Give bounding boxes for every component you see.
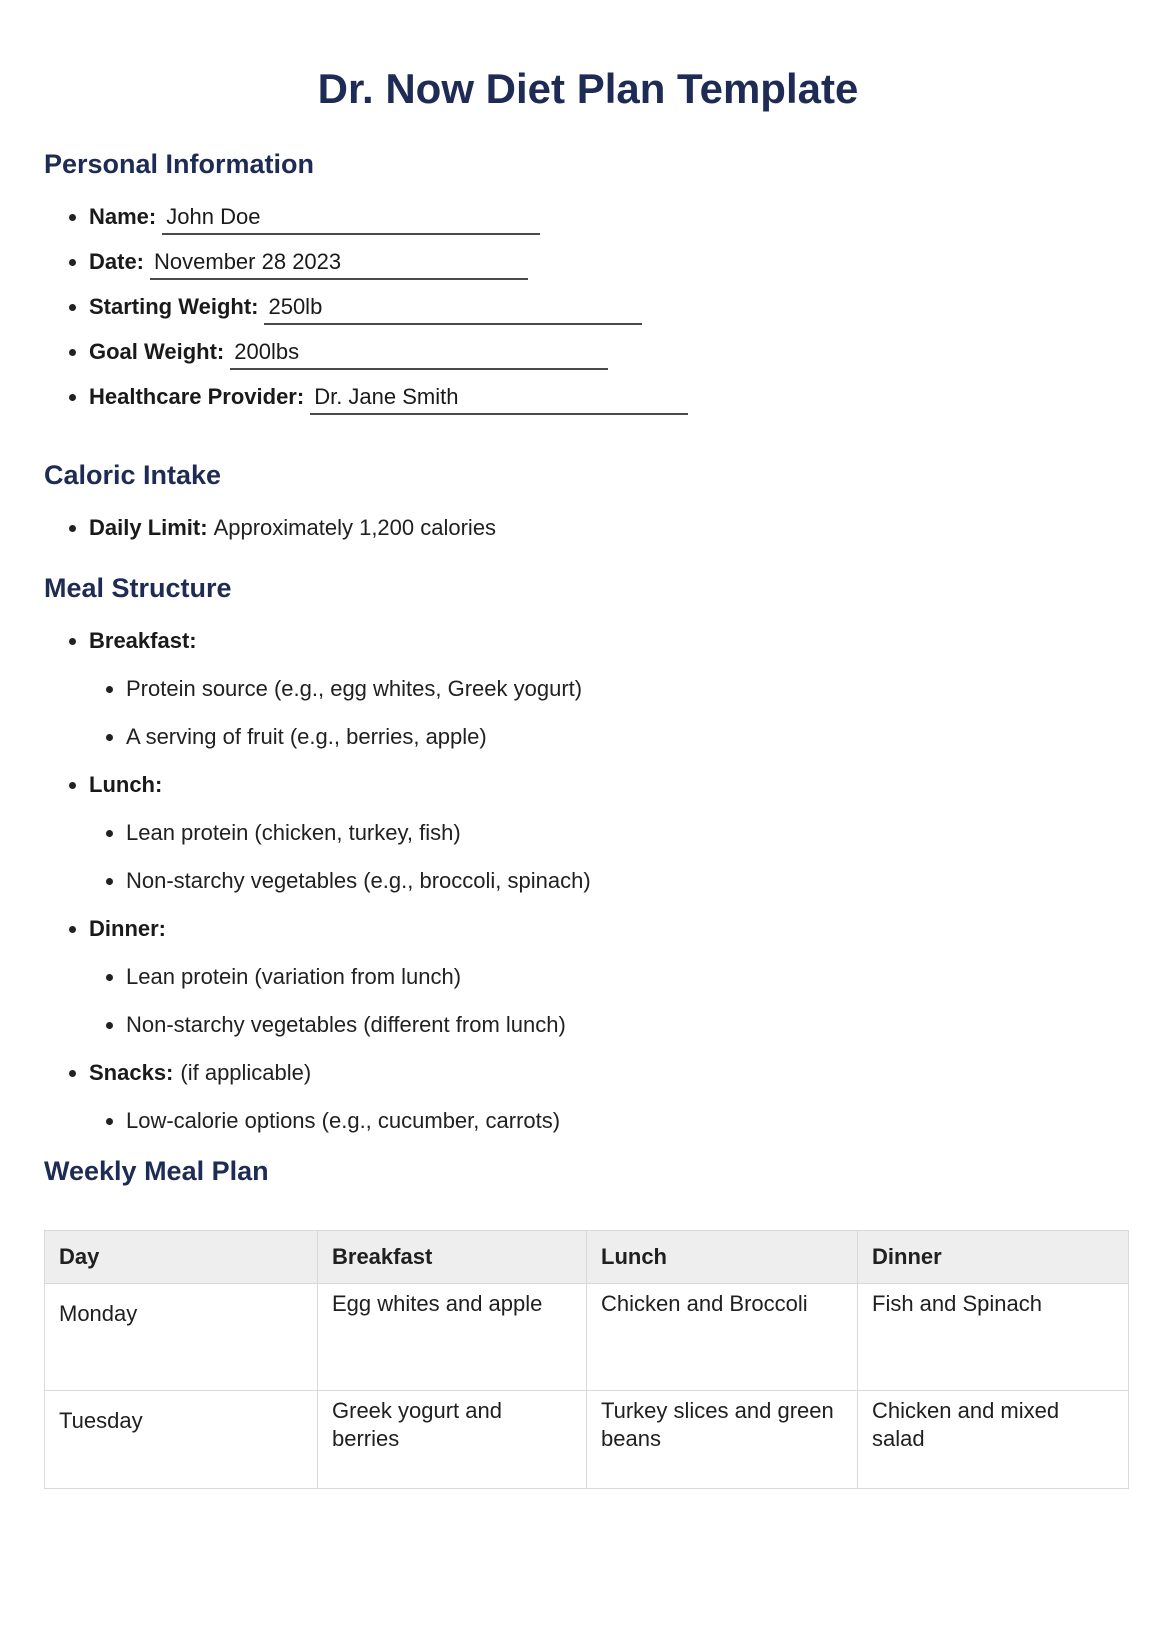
field-row-name xyxy=(89,203,1132,235)
cell-day: Monday xyxy=(45,1284,318,1391)
list-item: • Lean protein (variation from lunch) xyxy=(126,963,1132,991)
column-header-lunch: Lunch xyxy=(587,1231,858,1284)
caloric-intake-list xyxy=(44,514,1132,542)
meal-item-dinner xyxy=(89,915,1132,1039)
field-label-starting-weight: Starting Weight: xyxy=(89,294,259,320)
list-item: • Lean protein (chicken, turkey, fish) xyxy=(126,819,1132,847)
field-row-healthcare-provider xyxy=(89,383,1132,415)
healthcare-provider-fill-line[interactable] xyxy=(310,384,688,415)
lunch-sub-list xyxy=(89,819,1132,895)
section-heading-personal-information: Personal Information xyxy=(44,149,315,180)
field-value-name: John Doe xyxy=(166,204,261,230)
field-label-date: Date: xyxy=(89,249,145,275)
table-header-row xyxy=(45,1231,1129,1284)
field-value-date: November 28 2023 xyxy=(154,249,342,275)
daily-limit-text: Approximately 1,200 calories xyxy=(213,515,497,541)
field-row-date xyxy=(89,248,1132,280)
field-label-healthcare-provider: Healthcare Provider: xyxy=(89,384,305,410)
cell-lunch: Turkey slices and green beans xyxy=(587,1391,858,1489)
meal-suffix-snacks: (if applicable) xyxy=(180,1060,312,1086)
field-value-starting-weight: 250lb xyxy=(268,294,323,320)
dinner-sub-list xyxy=(89,963,1132,1039)
field-row-goal-weight xyxy=(89,338,1132,370)
daily-limit-label: Daily Limit: xyxy=(89,515,208,541)
daily-limit-item xyxy=(89,514,1132,542)
list-item: • A serving of fruit (e.g., berries, apple) xyxy=(126,723,1132,751)
starting-weight-fill-line[interactable] xyxy=(264,294,642,325)
list-item: • Protein source (e.g., egg whites, Greek yogurt) xyxy=(126,675,1132,703)
date-fill-line[interactable] xyxy=(150,249,528,280)
cell-day: Tuesday xyxy=(45,1391,318,1489)
section-heading-weekly-meal-plan: Weekly Meal Plan xyxy=(44,1156,269,1187)
table-row-tuesday xyxy=(45,1391,1129,1489)
field-label-name: Name: xyxy=(89,204,157,230)
weekly-meal-plan-table xyxy=(44,1230,1129,1489)
column-header-dinner: Dinner xyxy=(858,1231,1129,1284)
meal-label-dinner: Dinner: xyxy=(89,916,166,942)
table-row-monday xyxy=(45,1284,1129,1391)
cell-lunch: Chicken and Broccoli xyxy=(587,1284,858,1391)
list-item: • Non-starchy vegetables (e.g., broccoli, spinach) xyxy=(126,867,1132,895)
cell-dinner: Chicken and mixed salad xyxy=(858,1391,1129,1489)
section-heading-caloric-intake: Caloric Intake xyxy=(44,460,222,491)
cell-dinner: Fish and Spinach xyxy=(858,1284,1129,1391)
field-value-healthcare-provider: Dr. Jane Smith xyxy=(314,384,459,410)
meal-label-lunch: Lunch: xyxy=(89,772,163,798)
column-header-breakfast: Breakfast xyxy=(318,1231,587,1284)
column-header-day: Day xyxy=(45,1231,318,1284)
meal-item-lunch xyxy=(89,771,1132,895)
page-title: Dr. Now Diet Plan Template xyxy=(317,65,859,112)
list-item: • Non-starchy vegetables (different from lunch) xyxy=(126,1011,1132,1039)
meal-item-breakfast xyxy=(89,627,1132,751)
field-label-goal-weight: Goal Weight: xyxy=(89,339,225,365)
meal-item-snacks xyxy=(89,1059,1132,1135)
list-item: • Low-calorie options (e.g., cucumber, carrots) xyxy=(126,1107,1132,1135)
cell-breakfast: Greek yogurt and berries xyxy=(318,1391,587,1489)
goal-weight-fill-line[interactable] xyxy=(230,339,608,370)
section-heading-meal-structure: Meal Structure xyxy=(44,573,232,604)
personal-info-list xyxy=(44,203,1132,415)
breakfast-sub-list xyxy=(89,675,1132,751)
meal-structure-list xyxy=(44,627,1132,1135)
snacks-sub-list xyxy=(89,1107,1132,1135)
field-row-starting-weight xyxy=(89,293,1132,325)
name-fill-line[interactable] xyxy=(162,204,540,235)
meal-label-breakfast: Breakfast: xyxy=(89,628,197,654)
field-value-goal-weight: 200lbs xyxy=(234,339,300,365)
cell-breakfast: Egg whites and apple xyxy=(318,1284,587,1391)
meal-label-snacks: Snacks: xyxy=(89,1060,174,1086)
